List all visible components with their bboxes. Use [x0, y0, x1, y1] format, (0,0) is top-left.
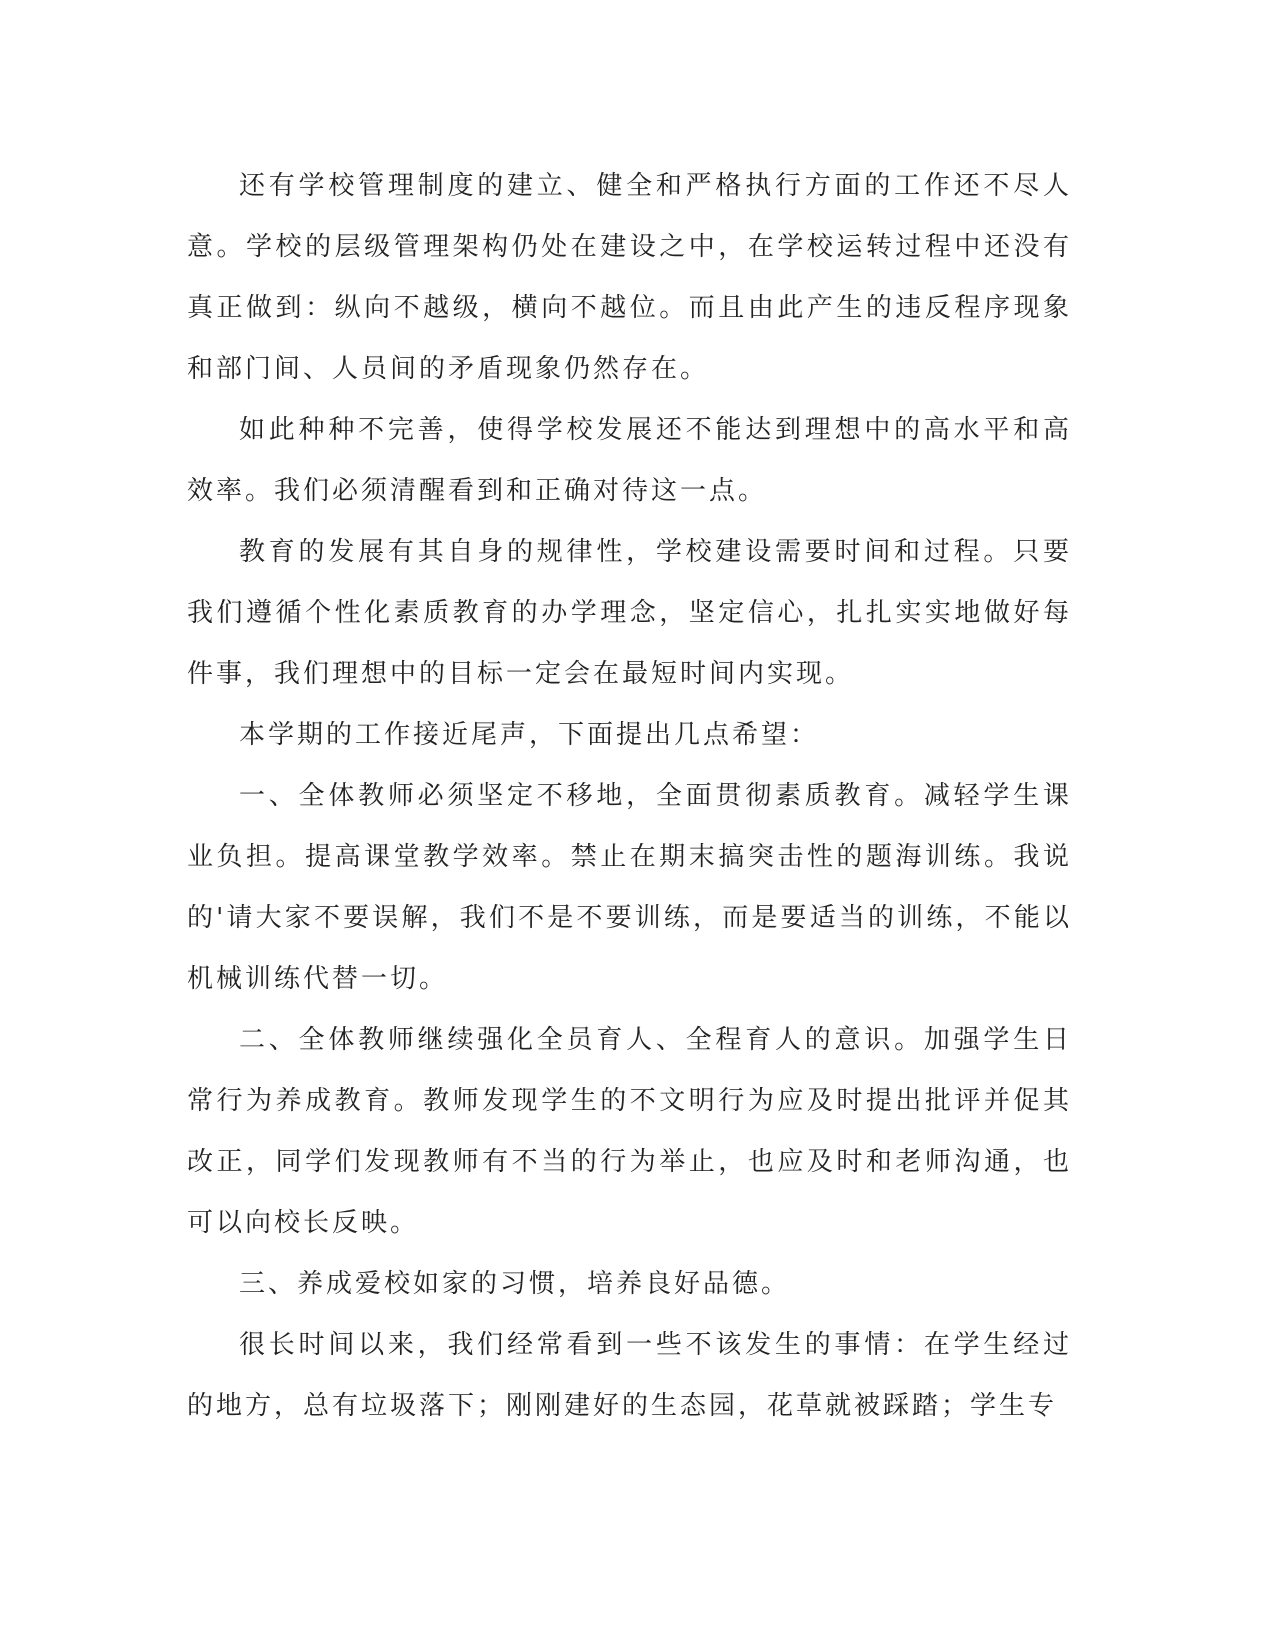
paragraph: 教育的发展有其自身的规律性，学校建设需要时间和过程。只要我们遵循个性化素质教育的办学理念，坚定信心，扎扎实实地做好每件事，我们理想中的目标一定会在最短时间内实现。: [187, 537, 1072, 689]
paragraph: 本学期的工作接近尾声，下面提出几点希望：: [239, 720, 820, 750]
paragraph: 很长时间以来，我们经常看到一些不该发生的事情：在学生经过的地方，总有垃圾落下；刚刚建好的生态园，花草就被踩踏；学生专: [187, 1330, 1072, 1421]
document-body: [187, 156, 1072, 1437]
paragraph: 还有学校管理制度的建立、健全和严格执行方面的工作还不尽人意。学校的层级管理架构仍处在建设之中，在学校运转过程中还没有真正做到：纵向不越级，横向不越位。而且由此产生的违反程序现象和部门间、人员间的矛盾现象仍然存在。: [187, 171, 1072, 384]
paragraph: 一、全体教师必须坚定不移地，全面贯彻素质教育。减轻学生课业负担。提高课堂教学效率。禁止在期末搞突击性的题海训练。我说的'请大家不要误解，我们不是不要训练，而是要适当的训练，不能以机械训练代替一切。: [187, 781, 1072, 994]
paragraph: 如此种种不完善，使得学校发展还不能达到理想中的高水平和高效率。我们必须清醒看到和正确对待这一点。: [187, 415, 1072, 506]
paragraph: 二、全体教师继续强化全员育人、全程育人的意识。加强学生日常行为养成教育。教师发现学生的不文明行为应及时提出批评并促其改正，同学们发现教师有不当的行为举止，也应及时和老师沟通，也可以向校长反映。: [187, 1025, 1072, 1238]
paragraph: 三、养成爱校如家的习惯，培养良好品德。: [239, 1269, 791, 1299]
